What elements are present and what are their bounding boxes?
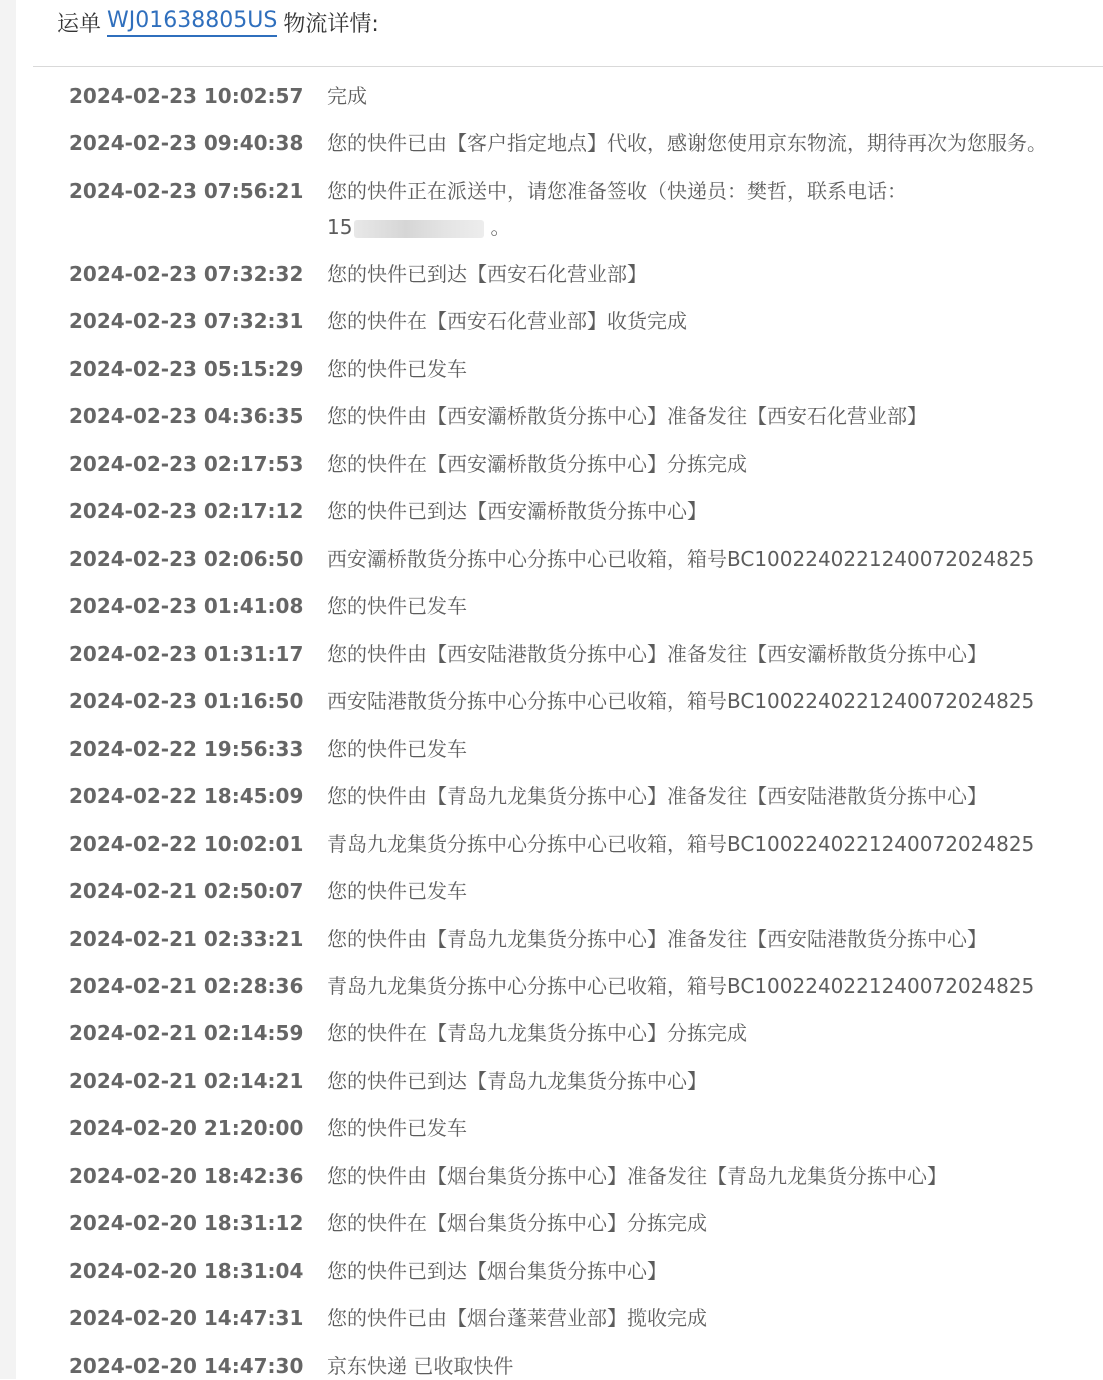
- event-description: [327, 1114, 1097, 1142]
- event-description: [327, 1304, 1097, 1332]
- event-description-text: 您的快件由【青岛九龙集货分拣中心】准备发往【西安陆港散货分拣中心】: [327, 927, 987, 951]
- event-time: 2024-02-22 10:02:01: [69, 832, 304, 856]
- event-description-text: 您的快件在【西安石化营业部】收货完成: [327, 309, 687, 333]
- event-description-text: 西安陆港散货分拣中心分拣中心已收箱，箱号BC1002240221240072024825: [327, 689, 1035, 713]
- event-description-text: 您的快件在【西安灞桥散货分拣中心】分拣完成: [327, 452, 747, 476]
- header-suffix: 物流详情:: [283, 11, 379, 37]
- event-description: [327, 497, 1097, 525]
- event-description-text: 您的快件已发车: [327, 357, 467, 381]
- event-time: 2024-02-23 01:41:08: [69, 594, 304, 618]
- event-description: [327, 877, 1097, 905]
- event-time: 2024-02-20 21:20:00: [69, 1116, 304, 1140]
- event-description-text: 您的快件已由【烟台蓬莱营业部】揽收完成: [327, 1306, 707, 1330]
- event-description-text: 您的快件已发车: [327, 1116, 467, 1140]
- event-time: 2024-02-23 09:40:38: [69, 131, 304, 155]
- event-description: [327, 1352, 1097, 1380]
- phone-suffix: 。: [490, 215, 511, 239]
- event-description-text: 您的快件由【青岛九龙集货分拣中心】准备发往【西安陆港散货分拣中心】: [327, 784, 987, 808]
- event-description: [327, 1209, 1097, 1237]
- event-description: [327, 735, 1097, 763]
- event-description: [327, 782, 1097, 810]
- event-description: [327, 450, 1097, 478]
- event-time: 2024-02-21 02:50:07: [69, 879, 304, 903]
- event-description-text: 您的快件已发车: [327, 594, 467, 618]
- event-description: [327, 129, 1097, 157]
- event-description: [327, 925, 1097, 953]
- event-description-text: 您的快件在【青岛九龙集货分拣中心】分拣完成: [327, 1021, 747, 1045]
- left-edge-strip: [0, 0, 16, 1379]
- event-description-text: 您的快件由【烟台集货分拣中心】准备发往【青岛九龙集货分拣中心】: [327, 1164, 947, 1188]
- event-description-text: 您的快件已到达【西安灞桥散货分拣中心】: [327, 499, 707, 523]
- event-description-text: 完成: [327, 84, 367, 108]
- event-time: 2024-02-22 18:45:09: [69, 784, 304, 808]
- redacted-phone-blur: [354, 220, 484, 238]
- event-description-text: 您的快件由【西安灞桥散货分拣中心】准备发往【西安石化营业部】: [327, 404, 927, 428]
- event-description: [327, 830, 1097, 858]
- event-time: 2024-02-23 04:36:35: [69, 404, 304, 428]
- event-description-text: 京东快递 已收取快件: [327, 1354, 514, 1378]
- event-description-text: 您的快件已到达【烟台集货分拣中心】: [327, 1259, 667, 1283]
- header-divider: [33, 66, 1103, 67]
- event-description: [327, 1067, 1097, 1095]
- event-time: 2024-02-23 01:16:50: [69, 689, 304, 713]
- event-description: [327, 82, 1097, 110]
- event-description: [327, 545, 1097, 573]
- event-time: 2024-02-23 10:02:57: [69, 84, 304, 108]
- event-time: 2024-02-23 07:32:31: [69, 309, 304, 333]
- event-description: [327, 1019, 1097, 1047]
- event-time: 2024-02-21 02:14:21: [69, 1069, 304, 1093]
- event-description-text: 您的快件已发车: [327, 879, 467, 903]
- event-description-text: 西安灞桥散货分拣中心分拣中心已收箱，箱号BC1002240221240072024825: [327, 547, 1035, 571]
- event-description: [327, 1257, 1097, 1285]
- event-time: 2024-02-23 02:06:50: [69, 547, 304, 571]
- waybill-number-link[interactable]: WJ01638805US: [107, 8, 277, 37]
- event-description: [327, 687, 1097, 715]
- event-time: 2024-02-21 02:28:36: [69, 974, 304, 998]
- event-time: 2024-02-23 02:17:53: [69, 452, 304, 476]
- event-description-text: 您的快件在【烟台集货分拣中心】分拣完成: [327, 1211, 707, 1235]
- page-header: [57, 4, 379, 40]
- event-description: [327, 307, 1097, 335]
- header-prefix: 运单: [57, 11, 102, 37]
- event-description: [327, 260, 1097, 288]
- event-description: [327, 972, 1097, 1000]
- event-time: 2024-02-23 07:56:21: [69, 179, 304, 203]
- event-time: 2024-02-21 02:14:59: [69, 1021, 304, 1045]
- phone-prefix: 15: [327, 215, 353, 239]
- event-time: 2024-02-22 19:56:33: [69, 737, 304, 761]
- event-time: 2024-02-21 02:33:21: [69, 927, 304, 951]
- event-description: [327, 177, 1097, 241]
- event-description: [327, 1162, 1097, 1190]
- event-time: 2024-02-23 01:31:17: [69, 642, 304, 666]
- event-time: 2024-02-20 14:47:31: [69, 1306, 304, 1330]
- event-time: 2024-02-23 05:15:29: [69, 357, 304, 381]
- event-description-text: 青岛九龙集货分拣中心分拣中心已收箱，箱号BC1002240221240072024825: [327, 974, 1035, 998]
- event-description-text: 您的快件已由【客户指定地点】代收，感谢您使用京东物流，期待再次为您服务。: [327, 131, 1047, 155]
- event-description: [327, 355, 1097, 383]
- event-description-line2: [327, 213, 1097, 241]
- event-time: 2024-02-20 18:31:12: [69, 1211, 304, 1235]
- event-description-text: 您的快件已到达【青岛九龙集货分拣中心】: [327, 1069, 707, 1093]
- event-time: 2024-02-20 18:42:36: [69, 1164, 304, 1188]
- event-description: [327, 402, 1097, 430]
- event-description-text: 您的快件由【西安陆港散货分拣中心】准备发往【西安灞桥散货分拣中心】: [327, 642, 987, 666]
- event-description: [327, 592, 1097, 620]
- event-time: 2024-02-20 14:47:30: [69, 1354, 304, 1378]
- event-time: 2024-02-23 02:17:12: [69, 499, 304, 523]
- event-description: [327, 640, 1097, 668]
- event-description-text: 您的快件正在派送中，请您准备签收（快递员：樊哲，联系电话：: [327, 179, 907, 203]
- event-time: 2024-02-23 07:32:32: [69, 262, 304, 286]
- event-description-text: 青岛九龙集货分拣中心分拣中心已收箱，箱号BC1002240221240072024825: [327, 832, 1035, 856]
- event-description-text: 您的快件已到达【西安石化营业部】: [327, 262, 647, 286]
- event-time: 2024-02-20 18:31:04: [69, 1259, 304, 1283]
- event-description-text: 您的快件已发车: [327, 737, 467, 761]
